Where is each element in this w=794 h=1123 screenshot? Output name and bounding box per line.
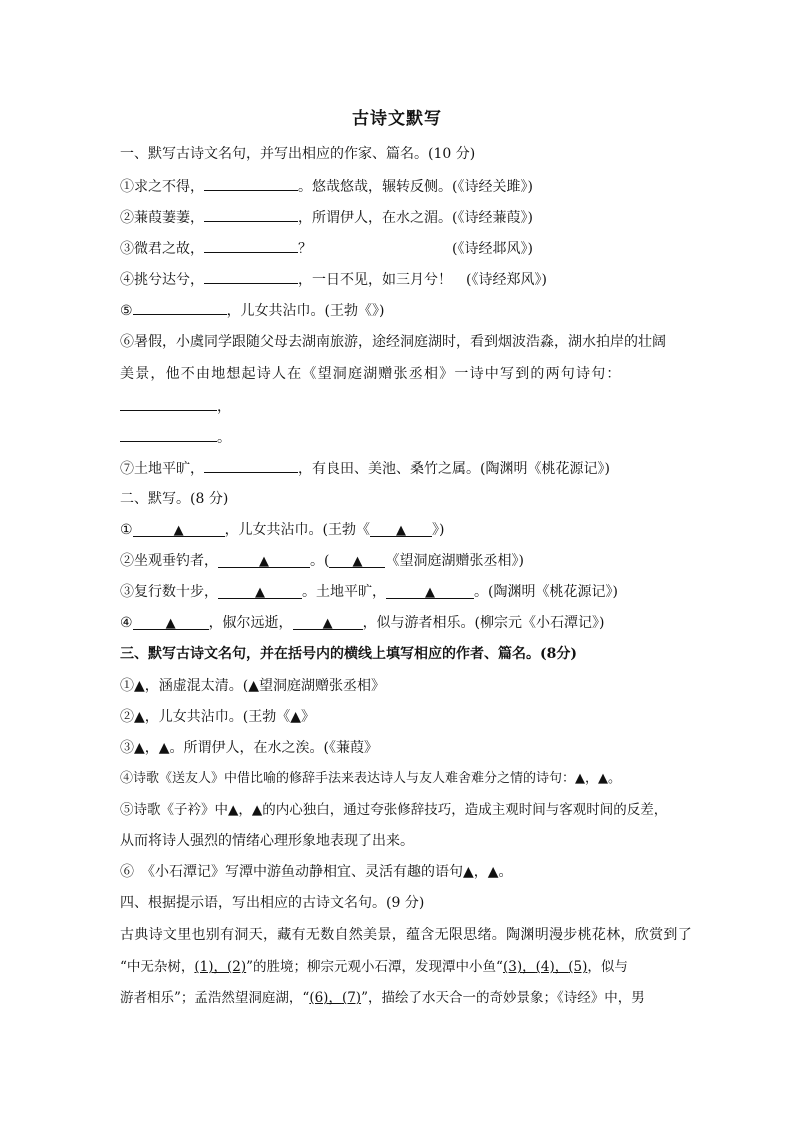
s4-text: ”，描绘了水天合一的奇妙景象；《诗经》中，男 bbox=[361, 990, 645, 1006]
s1-q1-prefix: ①求之不得， bbox=[120, 179, 204, 195]
s3-q6: ⑥ 《小石潭记》写潭中游鱼动静相宜、灵活有趣的语句▲，▲。 bbox=[120, 864, 513, 880]
answer-blank-triangle[interactable] bbox=[293, 614, 363, 630]
s4-text: ，似与 bbox=[587, 959, 628, 975]
s4-para-line1: 古典诗文里也别有洞天，藏有无数自然美景，蕴含无限思绪。陶渊明漫步桃花林，欣赏到了 bbox=[120, 927, 692, 943]
section4-heading: 四、根据提示语，写出相应的古诗文名句。(9 分) bbox=[120, 895, 425, 911]
answer-blank-triangle[interactable] bbox=[370, 521, 432, 537]
s2-q1-close: 》) bbox=[432, 522, 445, 538]
s1-q5-prefix: ⑤ bbox=[120, 303, 133, 319]
s2-q4-mid: ，俶尔远逝， bbox=[208, 615, 293, 631]
triangle-marker: ▲ bbox=[255, 585, 265, 600]
s1-q6-answer1 bbox=[120, 396, 231, 417]
answer-blank-triangle[interactable] bbox=[329, 552, 385, 568]
answer-blank-triangle[interactable] bbox=[133, 521, 225, 537]
s1-q7-suffix: ，有良田、美池、桑竹之属。(陶渊明《桃花源记》) bbox=[298, 461, 610, 477]
s1-q3-mark: ？ bbox=[298, 241, 312, 257]
s1-q4 bbox=[120, 269, 547, 290]
answer-slot-3[interactable]: (3) bbox=[502, 959, 523, 975]
answer-blank-triangle[interactable] bbox=[386, 583, 474, 599]
s3-q5-line2: 从而将诗人强烈的情绪心理形象地表现了出来。 bbox=[120, 833, 414, 849]
triangle-marker: ▲ bbox=[165, 616, 176, 631]
answer-slot-4[interactable]: (4) bbox=[535, 959, 555, 975]
s3-q5-line1: ⑤诗歌《子衿》中▲，▲的内心独白，通过夸张修辞技巧，造成主观时间与客观时间的反差， bbox=[120, 802, 668, 818]
answer-blank-triangle[interactable] bbox=[218, 583, 302, 599]
s1-q6-answer2 bbox=[120, 427, 231, 448]
s1-q1 bbox=[120, 176, 533, 197]
answer-slot-5[interactable]: (5) bbox=[568, 959, 588, 975]
triangle-marker: ▲ bbox=[322, 616, 333, 631]
triangle-marker: ▲ bbox=[425, 585, 435, 600]
s4-comma: ， bbox=[554, 959, 569, 975]
s2-q2 bbox=[120, 551, 524, 571]
answer-slot-7[interactable]: (7) bbox=[341, 990, 362, 1006]
s1-q3-source: (《诗经邶风》) bbox=[452, 241, 533, 257]
s4-text: ”的胜境；柳宗元观小石潭，发现潭中小鱼“ bbox=[246, 959, 503, 975]
s2-q2-source: 《望洞庭湖赠张丞相》) bbox=[385, 553, 524, 569]
s1-q3-prefix: ③微君之故， bbox=[120, 241, 204, 257]
s1-q2 bbox=[120, 207, 533, 228]
answer-blank[interactable] bbox=[204, 238, 298, 253]
s1-q7 bbox=[120, 458, 610, 479]
s4-comma: ， bbox=[328, 990, 342, 1006]
answer-blank-triangle[interactable] bbox=[133, 614, 209, 630]
s4-para-line2 bbox=[120, 957, 628, 977]
s1-q7-prefix: ⑦土地平旷， bbox=[120, 461, 204, 477]
answer-slot-1[interactable]: (1) bbox=[194, 959, 214, 975]
page-title: 古诗文默写 bbox=[352, 109, 442, 129]
triangle-marker: ▲ bbox=[396, 523, 407, 538]
answer-blank[interactable] bbox=[204, 269, 298, 284]
s1-q4-prefix: ④挑兮达兮， bbox=[120, 272, 204, 288]
s2-q1-num: ① bbox=[120, 522, 133, 538]
answer-blank[interactable] bbox=[120, 396, 217, 411]
s2-q3 bbox=[120, 582, 618, 602]
section1-heading: 一、默写古诗文名句，并写出相应的作家、篇名。(10 分) bbox=[120, 146, 476, 162]
s4-comma: ， bbox=[522, 959, 536, 975]
s2-q4 bbox=[120, 613, 605, 633]
s2-q4-source: ，似与游者相乐。(柳宗元《小石潭记》) bbox=[362, 615, 605, 631]
s1-q6-line2: 美景，他不由地想起诗人在《望洞庭湖赠张丞相》一诗中写到的两句诗句： bbox=[120, 366, 622, 382]
triangle-marker: ▲ bbox=[173, 523, 184, 538]
answer-blank[interactable] bbox=[204, 458, 298, 473]
s4-text: “中无杂树， bbox=[120, 959, 195, 975]
s1-q2-prefix: ②蒹葭萋萋， bbox=[120, 210, 204, 226]
answer-blank[interactable] bbox=[204, 207, 298, 222]
comma: ， bbox=[217, 399, 231, 415]
s1-q5 bbox=[120, 300, 385, 321]
s1-q1-suffix: 。悠哉悠哉，辗转反侧。(《诗经关雎》) bbox=[298, 179, 533, 195]
s3-q3: ③▲，▲。所谓伊人，在水之涘。(《蒹葭》 bbox=[120, 740, 378, 756]
s4-para-line3 bbox=[120, 988, 645, 1008]
answer-slot-2[interactable]: (2) bbox=[227, 959, 247, 975]
answer-blank[interactable] bbox=[204, 176, 298, 191]
s1-q3 bbox=[120, 238, 533, 259]
s1-q2-suffix: ，所谓伊人，在水之湄。(《诗经蒹葭》) bbox=[298, 210, 533, 226]
answer-blank-triangle[interactable] bbox=[218, 552, 310, 568]
triangle-marker: ▲ bbox=[259, 554, 269, 569]
answer-slot-6[interactable]: (6) bbox=[309, 990, 329, 1006]
s3-q2: ②▲，儿女共沾巾。(王勃《▲》 bbox=[120, 709, 315, 725]
s2-q3-mid: 。土地平旷， bbox=[302, 584, 386, 600]
section3-heading: 三、默写古诗文名句，并在括号内的横线上填写相应的作者、篇名。(8分) bbox=[120, 646, 577, 662]
s4-comma: ， bbox=[213, 959, 228, 975]
answer-blank[interactable] bbox=[133, 300, 227, 315]
answer-blank[interactable] bbox=[120, 427, 217, 442]
s2-q2-prefix: ②坐观垂钓者， bbox=[120, 553, 218, 569]
s3-q1: ①▲，涵虚混太清。(▲望洞庭湖赠张丞相》 bbox=[120, 678, 385, 694]
s2-q3-prefix: ③复行数十步， bbox=[120, 584, 218, 600]
section2-heading: 二、默写。(8 分) bbox=[120, 491, 229, 507]
s1-q5-suffix: ，儿女共沾巾。(王勃《》) bbox=[226, 303, 385, 319]
s1-q6-line1: ⑥暑假，小虞同学跟随父母去湖南旅游，途经洞庭湖时，看到烟波浩淼，湖水拍岸的壮阔 bbox=[120, 334, 666, 350]
s2-q2-mid: 。( bbox=[310, 553, 330, 569]
period: 。 bbox=[217, 430, 231, 446]
s3-q4: ④诗歌《送友人》中借比喻的修辞手法来表达诗人与友人难舍难分之情的诗句：▲，▲。 bbox=[120, 771, 621, 786]
s4-text: 游者相乐”；孟浩然望洞庭湖，“ bbox=[120, 990, 310, 1006]
s1-q4-suffix: ，一日不见，如三月兮！ (《诗经郑风》) bbox=[298, 272, 547, 288]
s2-q4-num: ④ bbox=[120, 615, 133, 631]
triangle-marker: ▲ bbox=[352, 554, 363, 569]
s2-q3-source: 。(陶渊明《桃花源记》) bbox=[474, 584, 618, 600]
s2-q1-text: ，儿女共沾巾。(王勃《 bbox=[224, 522, 371, 538]
s2-q1 bbox=[120, 520, 445, 540]
